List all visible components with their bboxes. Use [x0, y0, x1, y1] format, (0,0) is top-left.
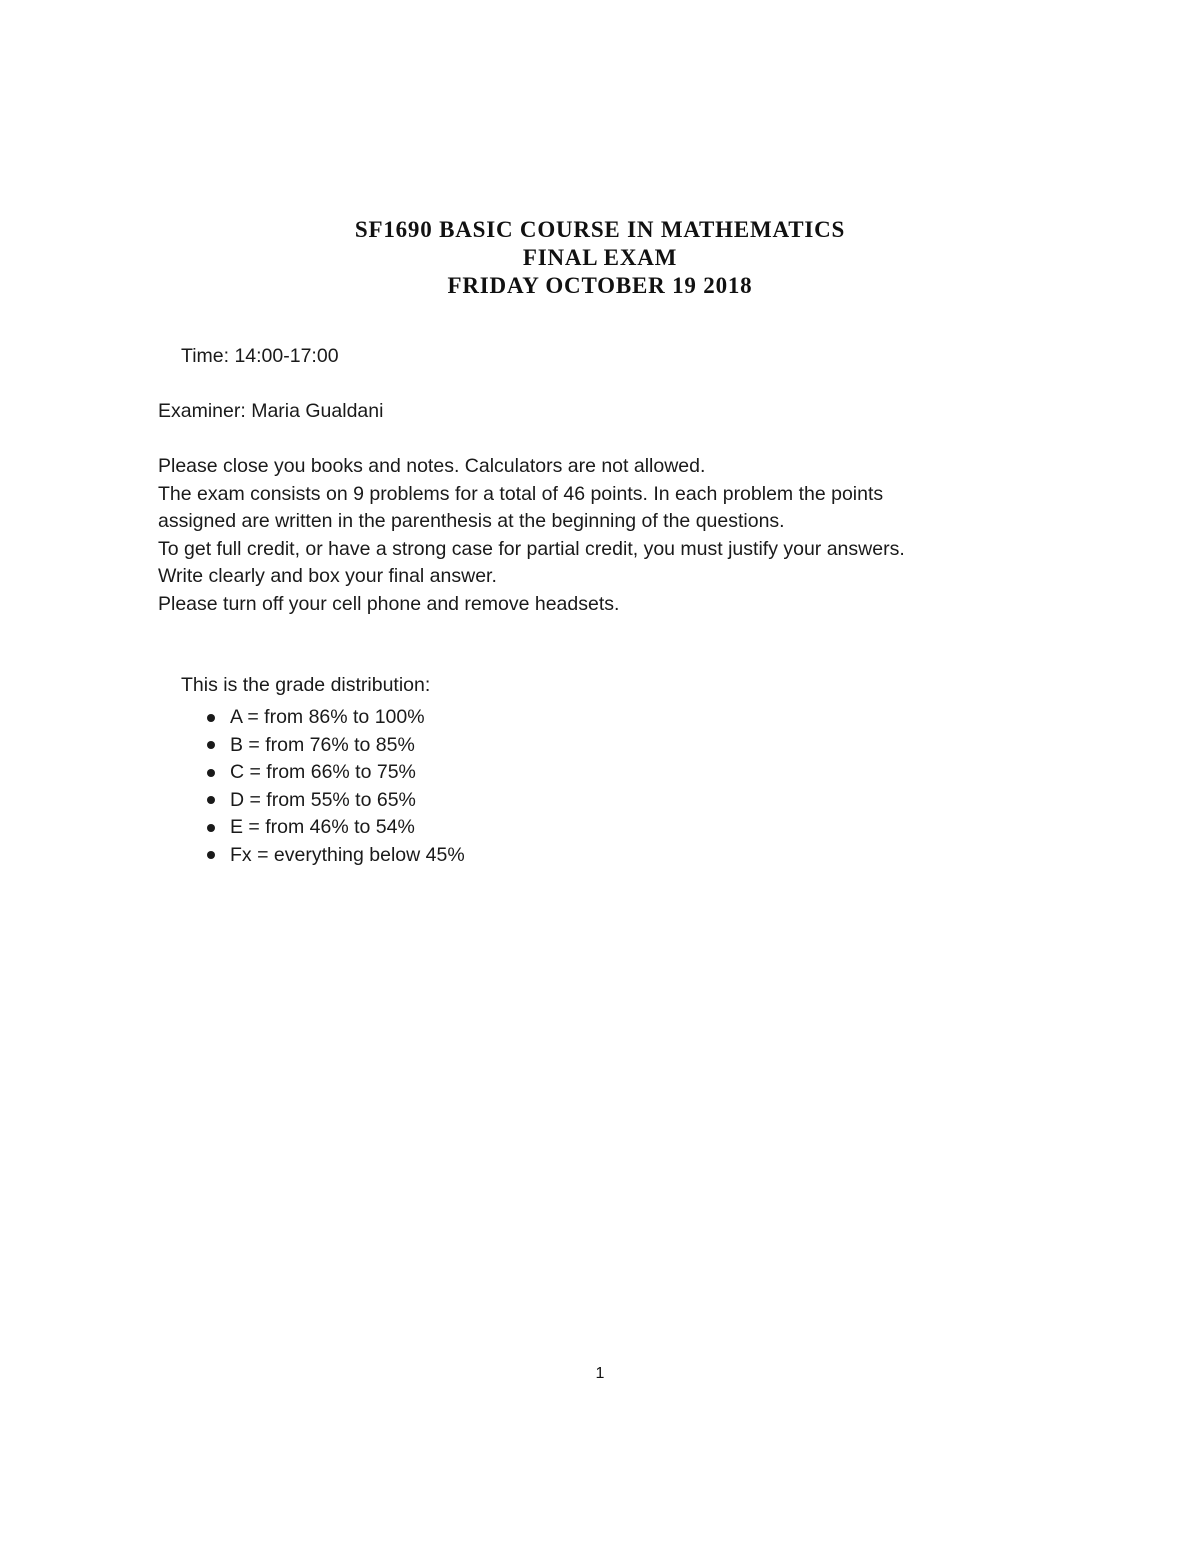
bullet-icon	[207, 796, 215, 804]
exam-type: FINAL EXAM	[522, 245, 678, 270]
grade-item	[207, 842, 465, 870]
exam-time: Time: 14:00-17:00	[181, 345, 339, 367]
bullet-icon	[207, 714, 215, 722]
bullet-icon	[207, 741, 215, 749]
grade-item-text: D = from 55% to 65%	[230, 788, 416, 811]
grade-item	[207, 759, 465, 787]
examiner: Examiner: Maria Gualdani	[158, 400, 384, 422]
grade-item	[207, 787, 465, 815]
grade-item-text: B = from 76% to 85%	[230, 733, 415, 756]
grade-item-text: E = from 46% to 54%	[230, 816, 415, 838]
bullet-icon	[207, 851, 215, 859]
instructions	[158, 453, 1058, 618]
grade-distribution-list	[207, 704, 465, 869]
grade-item	[207, 704, 465, 732]
page-number: 1	[595, 1365, 605, 1382]
grade-item-text: A = from 86% to 100%	[230, 706, 425, 728]
instruction-line: The exam consists on 9 problems for a total of 46 points. In each problem the points	[158, 482, 884, 505]
grade-distribution-heading: This is the grade distribution:	[181, 674, 431, 696]
bullet-icon	[207, 769, 215, 777]
instruction-line: Please close you books and notes. Calculators are not allowed.	[158, 455, 706, 477]
exam-title	[0, 216, 1200, 300]
grade-item	[207, 814, 465, 842]
instruction-line: assigned are written in the parenthesis at the beginning of the questions.	[158, 510, 785, 532]
instruction-line: Write clearly and box your final answer.	[158, 565, 497, 587]
grade-item-text: C = from 66% to 75%	[230, 761, 416, 783]
exam-date: FRIDAY OCTOBER 19 2018	[447, 273, 753, 298]
course-title: SF1690 BASIC COURSE IN MATHEMATICS	[354, 217, 846, 242]
instruction-line: To get full credit, or have a strong case for partial credit, you must justify your answers.	[158, 537, 905, 560]
bullet-icon	[207, 824, 215, 832]
grade-item	[207, 732, 465, 760]
grade-item-text: Fx = everything below 45%	[230, 843, 465, 866]
instruction-line: Please turn off your cell phone and remove headsets.	[158, 592, 620, 615]
